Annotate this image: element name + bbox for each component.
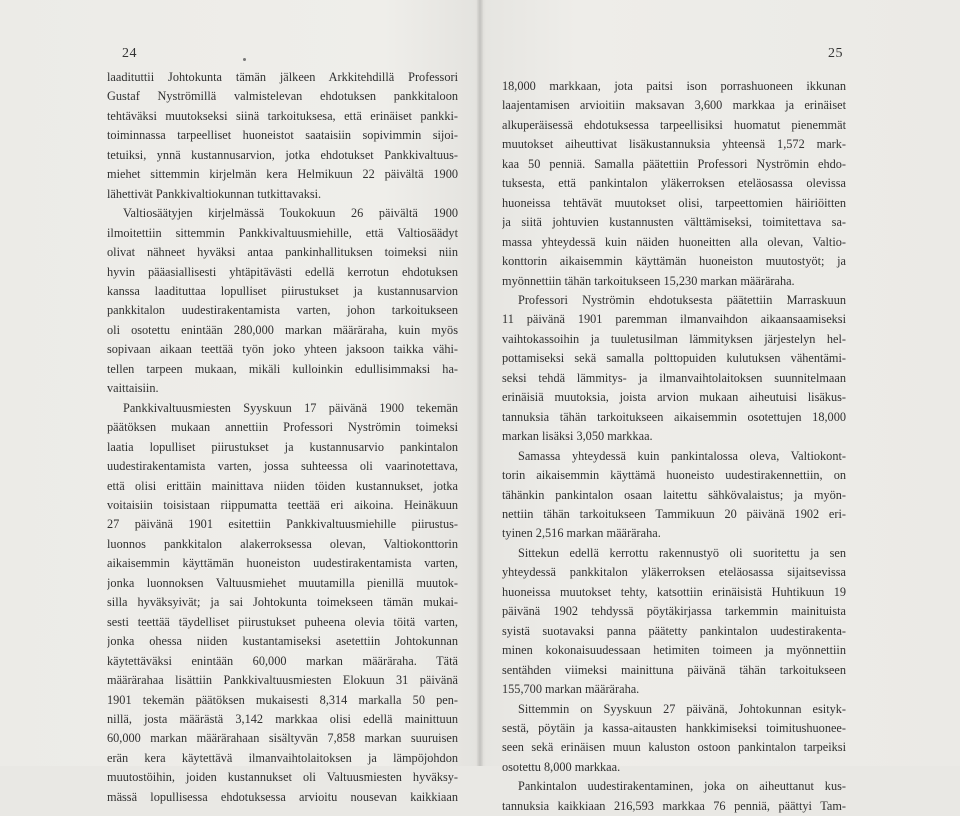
text-line: käytettäväksi enintään 60,000 markan määräraha. Tätä: [107, 653, 458, 668]
text-line: Professori Nyströmin ehdotuksesta päätettiin Marraskuun: [518, 292, 846, 307]
text-line: yhteydessä pankkitalon yläkerroksen eteläosassa sijaitsevissa: [502, 565, 846, 580]
text-line: oli osotettu enintään 280,000 markan määräraha, kuin myös: [107, 322, 458, 337]
text-line: kaa 50 penniä. Samalla päätettiin Professori Nyströmin ehdo-: [502, 156, 846, 171]
text-line: pottamiseksi sekä samalla polttopuiden kulutuksen vähentämi-: [502, 351, 846, 366]
text-line: laadituttii Johtokunta tämän jälkeen Arkkitehdillä Professori: [107, 70, 458, 84]
text-line: sesti teettää täydelliset piirustukset puheena olevia töitä varten,: [107, 614, 458, 629]
text-line: myönnettiin tähän tarkoitukseen 15,230 markan määräraha.: [502, 273, 795, 288]
text-line: 18,000 markkaan, jota paitsi ison porrashuoneen ikkunan: [502, 79, 846, 93]
right-page: [482, 0, 960, 813]
text-line: ja siitä johtuvien kustannusten välttämiseksi, toimitettava sa-: [502, 215, 846, 230]
left-page-text: [107, 68, 458, 807]
text-line: tehtäväksi muutokseksi siinä tarkoituksesa, että erinäiset pankki-: [107, 108, 458, 123]
text-line: 11 päivänä 1901 paremman ilmanvaihdon aikaansaamiseksi: [502, 312, 846, 327]
text-line: päätöksen mukaan annettiin Professori Nyströmin toimeksi: [107, 420, 458, 435]
text-line: vaihtokassoihin ja tuuletusilman lämmityksen järjestelyn hel-: [502, 331, 846, 346]
text-line: tähänkin pankintalon osaan laitettu sähkövalaistus; ja myön-: [502, 487, 846, 502]
text-line: laajentamisen arvioitiin maksavan 3,600 markkaa ja erinäiset: [502, 98, 846, 113]
text-line: erän kera käytettävä ilmanvaihtolaitoksen ja lämpöjohdon: [107, 750, 458, 765]
text-line: syistä suotavaksi panna päätetty pankintalon uudestirakenta-: [502, 623, 846, 638]
text-line: Valtiosäätyjen kirjelmässä Toukokuun 26 päivältä 1900: [123, 206, 458, 221]
text-line: tetuiksi, ynnä kustannusarvion, jotka ehdotukset Pankkivaltuus-: [107, 147, 458, 162]
text-line: luonnos pankkitalon alakerroksessa olevan, Valtiokonttorin: [107, 536, 458, 551]
text-line: olivat nähneet hyväksi antaa pankinhallituksen toimeksi niin: [107, 245, 458, 260]
text-line: erinäisiä muutoksia, joista arvion mukaan aiheutuisi lisäkus-: [502, 390, 846, 405]
text-line: konttorin aikaisemmin käyttämän huoneiston muutostyöt; ja: [502, 254, 846, 269]
text-line: huoneissa tehtävät muutokset olisi, tarpeettomien häiriöitten: [502, 195, 846, 210]
text-line: miehet sittemmin kirjelmän kera Helmikuun 22 päivältä 1900: [107, 167, 458, 182]
text-line: tellen tarpeen mukaan, mikäli kulloinkin edullisimmaksi ha-: [107, 361, 458, 376]
text-line: Gustaf Nyströmillä valmistelevan ehdotuksen pankkitaloon: [107, 89, 458, 104]
text-line: Sittekun edellä kerrottu rakennustyö oli suoritettu ja sen: [518, 545, 846, 560]
text-line: alkuperäisessä ehdotuksessa tarpeellisiksi huomatut pienemmät: [502, 117, 846, 132]
text-line: sopivaan aikaan teettää työn joko yhteen jaksoon taikka vähi-: [107, 342, 458, 357]
text-line: tyinen 2,516 markan määräraha.: [502, 526, 661, 541]
text-line: Samassa yhteydessä kuin pankintalossa oleva, Valtiokont-: [518, 448, 846, 463]
text-line: muutostöihin, joiden kustannukset oli Valtuusmiesten hyväksy-: [107, 770, 458, 785]
text-line: 27 päivänä 1901 esitettiin Pankkivaltuusmiehille piirustus-: [107, 517, 458, 532]
text-line: silla hyväksyivät; ja sai Johtokunta toimekseen tämän mukai-: [107, 595, 458, 610]
print-dot-mark: [243, 58, 246, 61]
text-line: pankkitalon uudestirakentamista varten, johon tarkoitukseen: [107, 303, 458, 318]
text-line: Pankintalon uudestirakentaminen, joka on aiheuttanut kus-: [518, 779, 846, 794]
text-line: aikaisemmin käyttämän huoneiston uudestirakentamista varten,: [107, 556, 458, 571]
text-line: ilmoitettiin sittemmin Pankkivaltuusmiehille, että Valtiosäädyt: [107, 225, 458, 240]
text-line: voitaisiin toisistaan riippumatta teettää eri aikoina. Heinäkuun: [107, 497, 458, 512]
left-page-number: 24: [122, 46, 137, 61]
text-line: nettiin tähän tarkoitukseen Tammikuun 20 päivänä 1902 eri-: [502, 506, 846, 521]
text-line: 155,700 markan määräraha.: [502, 682, 640, 697]
text-line: osotettu 8,000 markkaa.: [502, 759, 621, 774]
text-line: seen sekä erinäisen muun kaluston ostoon pankintalon tarpeiksi: [502, 740, 846, 755]
text-line: päivänä 1902 tehdyssä pöytäkirjassa tarkemmin mainituista: [502, 604, 846, 619]
text-line: 1901 tekemän päätöksen mukaisesti 8,314 markalla 50 pen-: [107, 692, 458, 707]
text-line: tuksesta, että pankintalon yläkerroksen eteläosassa olevissa: [502, 176, 846, 191]
text-line: lähettivät Pankkivaltiokunnan tutkittavaksi.: [107, 186, 322, 201]
text-line: massa yhteydessä kuin näiden huoneitten alla olevan, Valtio-: [502, 234, 846, 249]
text-line: laatia lopulliset piirustukset ja kustannusarvio pankintalon: [107, 439, 458, 454]
text-line: sentähden viimeksi mainittuna päivänä tähän tarkoitukseen: [502, 662, 846, 677]
text-line: sestä, pöytäin ja kassa-aitausten hankkimiseksi toimitushuonee-: [502, 720, 846, 735]
text-line: tannuksia tähän tarkoitukseen aikaisemmin osotettujen 18,000: [502, 409, 846, 424]
text-line: että olisi erittäin mainittava niiden töiden kustannukset, jotka: [107, 478, 458, 493]
text-line: hyvin pääasiallisesti yhtäpitävästi edellä kerrotun ehdotuksen: [107, 264, 458, 279]
text-line: jonka luonnoksen Valtuusmiehet muutamilla pienillä muutok-: [107, 575, 458, 590]
right-page-text: [502, 77, 846, 816]
text-line: vaittaisiin.: [107, 381, 159, 396]
right-page-number: 25: [828, 46, 843, 61]
text-line: 60,000 markan määrärahaan sisältyvän 7,858 markan suuruisen: [107, 731, 458, 746]
text-line: markan lisäksi 3,050 markkaa.: [502, 429, 653, 444]
text-line: tannuksia kaikkiaan 216,593 markkaa 76 penniä, päättyi Tam-: [502, 798, 846, 813]
text-line: seksi tehdä lämmitys- ja ilmanvaihtolaitoksen suunnitelmaan: [502, 370, 846, 385]
text-line: uudestirakentamista varten, jossa suhteessa oli vaarinotettava,: [107, 459, 458, 474]
text-line: jonka ohessa niiden kustantamiseksi asetettiin Johtokunnan: [107, 634, 458, 649]
left-page: [0, 0, 478, 804]
text-line: mässä lopullisessa ehdotuksessa arvioitu nousevan kaikkiaan: [107, 789, 458, 804]
text-line: muutokset aiheuttivat lisäkustannuksia yhteensä 1,572 mark-: [502, 137, 846, 152]
text-line: huoneissa muutokset tehty, katsottiin erinäisistä Huhtikuun 19: [502, 584, 846, 599]
text-line: nillä, josta määrästä 3,142 markkaa olisi edellä mainittuun: [107, 711, 458, 726]
text-line: torin aikaisemmin käyttämä huoneisto uudestirakennettiin, on: [502, 468, 846, 483]
text-line: Sittemmin on Syyskuun 27 päivänä, Johtokunnan esityk-: [518, 701, 846, 716]
text-line: kanssa laadituttaa lopulliset piirustukset ja kustannusarvion: [107, 283, 458, 298]
text-line: määrärahaa lisättiin Pankkivaltuusmiesten Elokuun 31 päivänä: [107, 673, 458, 688]
text-line: minen kokonaisuudessaan hetimiten toimeen ja myönnettiin: [502, 643, 846, 658]
text-line: Pankkivaltuusmiesten Syyskuun 17 päivänä 1900 tekemän: [123, 400, 458, 415]
text-line: toiminnassa tarpeelliset huoneistot saataisiin sopivimmin sijoi-: [107, 128, 458, 143]
